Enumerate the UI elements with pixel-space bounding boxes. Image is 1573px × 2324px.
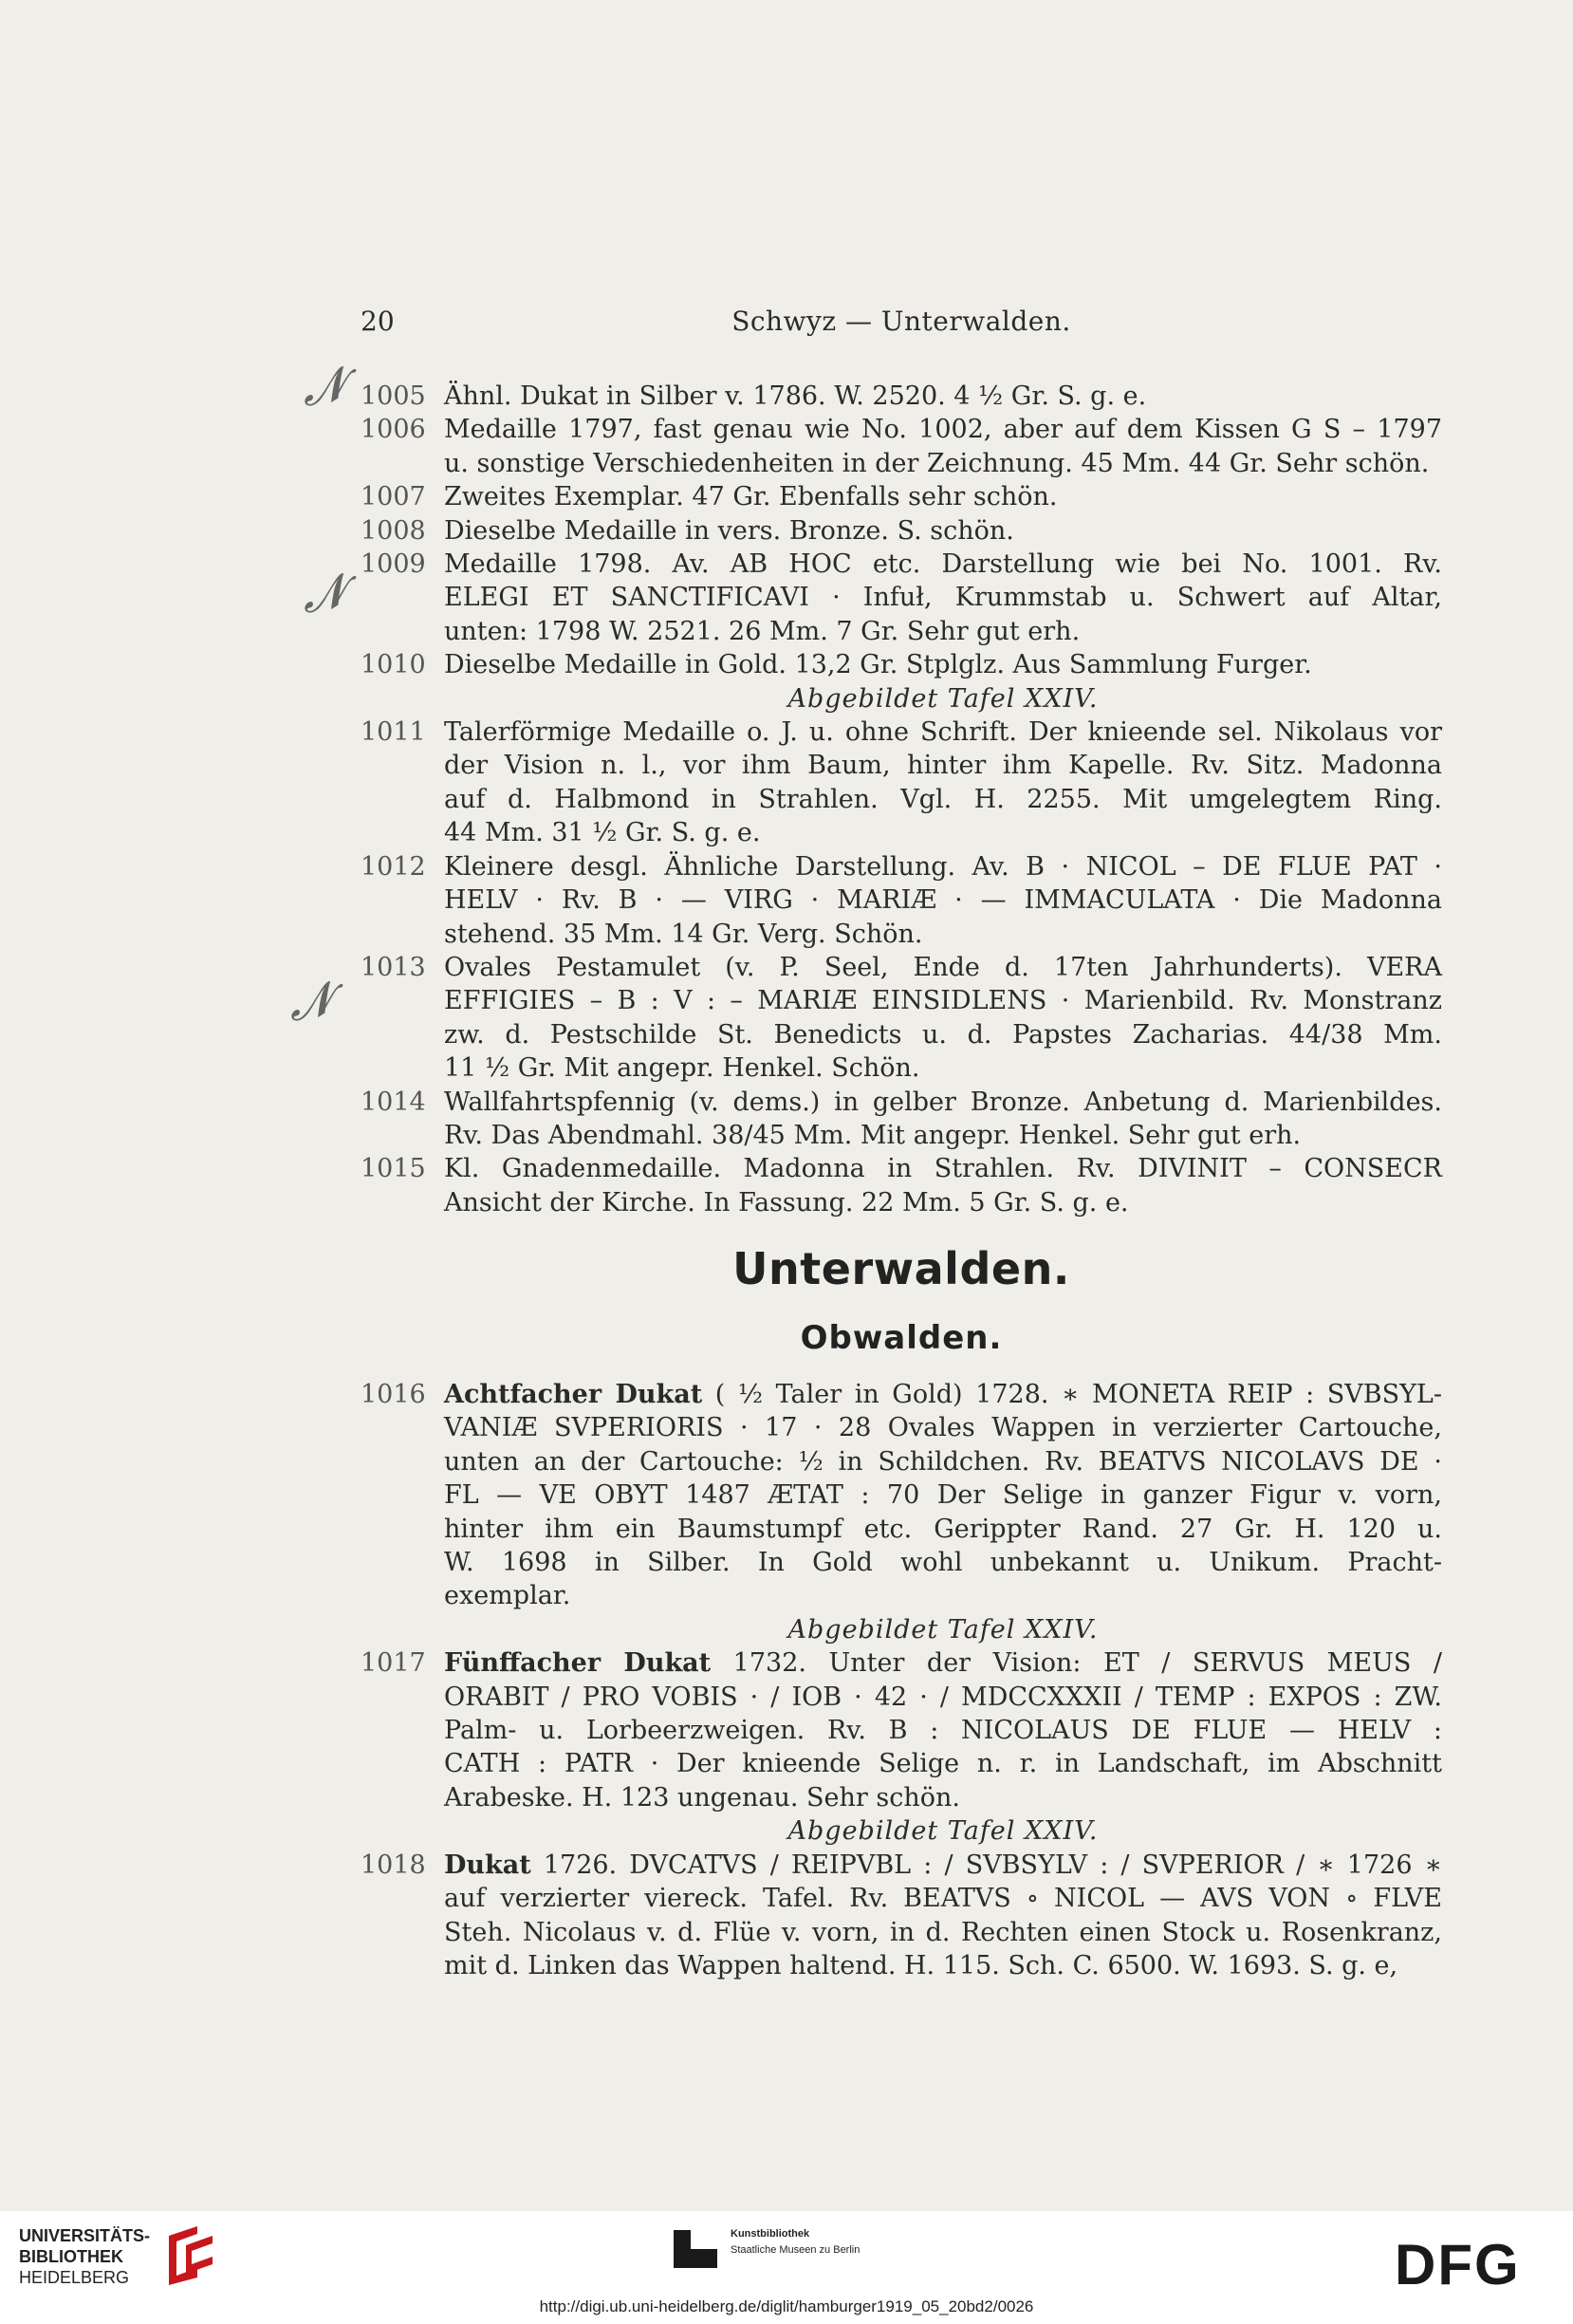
entry-text: 1732. Unter der Vision: ET / SERVUS MEUS / bbox=[711, 1648, 1442, 1679]
library-line: BIBLIOTHEK bbox=[19, 2247, 123, 2266]
entry-line: CATH : PATR · Der knieende Selige n. r. in Landschaft, im Abschnitt bbox=[444, 1749, 1442, 1779]
entry-line: Kleinere desgl. Ähnliche Darstellung. Av. B · NICOL – DE FLUE PAT · bbox=[444, 851, 1442, 882]
entry-list-obwalden bbox=[361, 1378, 1442, 1982]
entry-line: zw. d. Pestschilde St. Benedicts u. d. Papstes Zacharias. 44/38 Mm. bbox=[444, 1019, 1442, 1050]
catalog-entry bbox=[361, 1152, 1442, 1219]
entry-number: 1009 bbox=[361, 549, 426, 580]
entry-list-schwyz bbox=[361, 380, 1442, 1219]
entry-number: 1012 bbox=[361, 851, 426, 882]
catalog-entry bbox=[361, 951, 1442, 1086]
catalog-entry bbox=[361, 1378, 1442, 1613]
entry-text: ( ½ Taler in Gold) 1728. ∗ MONETA REIP : SVBSYL- bbox=[702, 1380, 1442, 1409]
entry-line bbox=[444, 1849, 1442, 1882]
entry-line: Talerförmige Medaille o. J. u. ohne Schrift. Der knieende sel. Nikolaus vor bbox=[444, 717, 1442, 748]
entry-line: unten: 1798 W. 2521. 26 Mm. 7 Gr. Sehr gut erh. bbox=[444, 616, 1081, 646]
entry-line: der Vision n. l., vor ihm Baum, hinter ihm Kapelle. Rv. Sitz. Madonna bbox=[444, 751, 1442, 781]
entry-line: Wallfahrtspfennig (v. dems.) in gelber Bronze. Anbetung d. Marienbildes. bbox=[444, 1087, 1442, 1117]
entry-line: 11 ½ Gr. Mit angepr. Henkel. Schön. bbox=[444, 1053, 920, 1084]
catalog-entry bbox=[361, 1646, 1442, 1814]
section-subheading: Obwalden. bbox=[800, 1319, 1003, 1357]
pencil-mark-icon: 𝓝 bbox=[284, 972, 337, 1032]
entry-line: Ähnl. Dukat in Silber v. 1786. W. 2520. 4 ½ Gr. S. g. e. bbox=[444, 381, 1147, 411]
entry-line: Dieselbe Medaille in vers. Bronze. S. schön. bbox=[444, 515, 1014, 546]
entry-line: exemplar. bbox=[444, 1581, 571, 1611]
permalink[interactable]: http://digi.ub.uni-heidelberg.de/diglit/hamburger1919_05_20bd2/0026 bbox=[539, 2297, 1034, 2315]
plate-reference: Abgebildet Tafel XXIV. bbox=[787, 1614, 1099, 1645]
page-number: 20 bbox=[361, 306, 395, 337]
entry-line: Steh. Nicolaus v. d. Flüe v. vorn, in d. Rechten einen Stock u. Rosenkranz, bbox=[444, 1917, 1442, 1947]
plate-reference: Abgebildet Tafel XXIV. bbox=[787, 683, 1099, 714]
entry-line bbox=[444, 1646, 1442, 1680]
entry-line: unten an der Cartouche: ½ in Schildchen. Rv. BEATVS NICOLAVS DE · bbox=[444, 1446, 1442, 1477]
pencil-mark-icon: 𝓝 bbox=[297, 564, 350, 624]
entry-number: 1015 bbox=[361, 1154, 426, 1184]
catalog-entry bbox=[361, 648, 1442, 681]
catalog-entry bbox=[361, 514, 1442, 548]
page-title: Schwyz — Unterwalden. bbox=[731, 306, 1071, 337]
entry-line: Medaille 1797, fast genau wie No. 1002, aber auf dem Kissen G S – 1797 bbox=[444, 415, 1442, 445]
entry-number: 1005 bbox=[361, 381, 426, 411]
entry-line bbox=[444, 1378, 1442, 1411]
pencil-mark-icon: 𝓝 bbox=[297, 357, 350, 418]
entry-number: 1007 bbox=[361, 482, 426, 512]
entry-line: Rv. Das Abendmahl. 38/45 Mm. Mit angepr. Henkel. Sehr gut erh. bbox=[444, 1120, 1302, 1150]
section-heading: Unterwalden. bbox=[732, 1243, 1070, 1294]
entry-number: 1017 bbox=[361, 1648, 426, 1679]
entry-line: EFFIGIES – B : V : – MARIÆ EINSIDLENS · Marienbild. Rv. Monstranz bbox=[444, 986, 1442, 1016]
entry-number: 1013 bbox=[361, 952, 426, 982]
entry-line: Arabeske. H. 123 ungenau. Sehr schön. bbox=[444, 1782, 960, 1813]
entry-denomination: Fünffacher Dukat bbox=[444, 1648, 712, 1679]
entry-denomination: Dukat bbox=[444, 1850, 531, 1880]
entry-line: Medaille 1798. Av. AB HOC etc. Darstellung wie bei No. 1001. Rv. bbox=[444, 549, 1442, 580]
catalog-entry bbox=[361, 480, 1442, 513]
entry-line: u. sonstige Verschiedenheiten in der Zeichnung. 45 Mm. 44 Gr. Sehr schön. bbox=[444, 448, 1430, 478]
entry-line: Palm- u. Lorbeerzweigen. Rv. B : NICOLAUS DE FLUE — HELV : bbox=[444, 1716, 1442, 1746]
entry-line: HELV · Rv. B · — VIRG · MARIÆ · — IMMACULATA · Die Madonna bbox=[444, 885, 1442, 916]
catalog-entry bbox=[361, 380, 1442, 413]
kunstbibliothek-logo-icon bbox=[672, 2228, 719, 2270]
entry-number: 1011 bbox=[361, 717, 426, 748]
entry-line: auf verzierter viereck. Tafel. Rv. BEATVS ∘ NICOL — AVS VON ∘ FLVE bbox=[444, 1884, 1442, 1914]
plate-reference: Abgebildet Tafel XXIV. bbox=[787, 1816, 1099, 1847]
entry-line: Ansicht der Kirche. In Fassung. 22 Mm. 5 Gr. S. g. e. bbox=[444, 1187, 1129, 1218]
kb-subtitle: Staatliche Museen zu Berlin bbox=[731, 2244, 861, 2256]
kb-title: Kunstbibliothek bbox=[731, 2228, 810, 2240]
entry-number: 1008 bbox=[361, 515, 426, 546]
catalog-entry bbox=[361, 850, 1442, 951]
entry-number: 1018 bbox=[361, 1850, 426, 1880]
entry-line: 44 Mm. 31 ½ Gr. S. g. e. bbox=[444, 818, 761, 848]
entry-number: 1016 bbox=[361, 1380, 426, 1409]
entry-text: 1726. DVCATVS / REIPVBL : / SVBSYLV : / SVPERIOR / ∗ 1726 ∗ bbox=[530, 1850, 1442, 1880]
entry-number: 1010 bbox=[361, 650, 426, 680]
catalog-entry bbox=[361, 548, 1442, 648]
catalog-entry bbox=[361, 413, 1442, 480]
entry-line: ELEGI ET SANCTIFICAVI · Infuł, Krummstab u. Schwert auf Altar, bbox=[444, 583, 1442, 613]
entry-line: auf d. Halbmond in Strahlen. Vgl. H. 2255. Mit umgelegtem Ring. bbox=[444, 784, 1442, 814]
dfg-logo: DFG bbox=[1395, 2233, 1521, 2296]
library-line: HEIDELBERG bbox=[19, 2268, 130, 2287]
library-line: UNIVERSITÄTS- bbox=[19, 2226, 151, 2245]
entry-line: mit d. Linken das Wappen haltend. H. 115. Sch. C. 6500. W. 1693. S. g. e, bbox=[444, 1950, 1398, 1980]
university-logo-icon bbox=[159, 2222, 218, 2285]
entry-line: VANIÆ SVPERIORIS · 17 · 28 Ovales Wappen in verzierter Cartouche, bbox=[444, 1413, 1442, 1443]
entry-line: ORABIT / PRO VOBIS · / IOB · 42 · / MDCCXXXII / TEMP : EXPOS : ZW. bbox=[444, 1682, 1442, 1712]
entry-line: FL — VE OBYT 1487 ÆTAT : 70 Der Selige in ganzer Figur v. vorn, bbox=[444, 1480, 1442, 1511]
catalog-entry bbox=[361, 1086, 1442, 1153]
entry-line: W. 1698 in Silber. In Gold wohl unbekannt u. Unikum. Pracht- bbox=[444, 1548, 1442, 1578]
entry-line: hinter ihm ein Baumstumpf etc. Gerippter Rand. 27 Gr. H. 120 u. bbox=[444, 1514, 1442, 1544]
library-name bbox=[19, 2225, 150, 2288]
entry-denomination: Achtfacher Dukat bbox=[444, 1380, 703, 1409]
entry-line: Kl. Gnadenmedaille. Madonna in Strahlen. Rv. DIVINIT – CONSECR bbox=[444, 1154, 1442, 1184]
entry-number: 1014 bbox=[361, 1087, 426, 1117]
entry-line: Ovales Pestamulet (v. P. Seel, Ende d. 17ten Jahrhunderts). VERA bbox=[444, 952, 1442, 982]
entry-line: stehend. 35 Mm. 14 Gr. Verg. Schön. bbox=[444, 919, 923, 949]
kunstbibliothek-label bbox=[731, 2226, 860, 2259]
entry-line: Zweites Exemplar. 47 Gr. Ebenfalls sehr schön. bbox=[444, 482, 1058, 512]
catalog-entry bbox=[361, 1849, 1442, 1983]
catalog-entry bbox=[361, 716, 1442, 850]
entry-number: 1006 bbox=[361, 415, 426, 445]
entry-line: Dieselbe Medaille in Gold. 13,2 Gr. Stplglz. Aus Sammlung Furger. bbox=[444, 650, 1312, 680]
